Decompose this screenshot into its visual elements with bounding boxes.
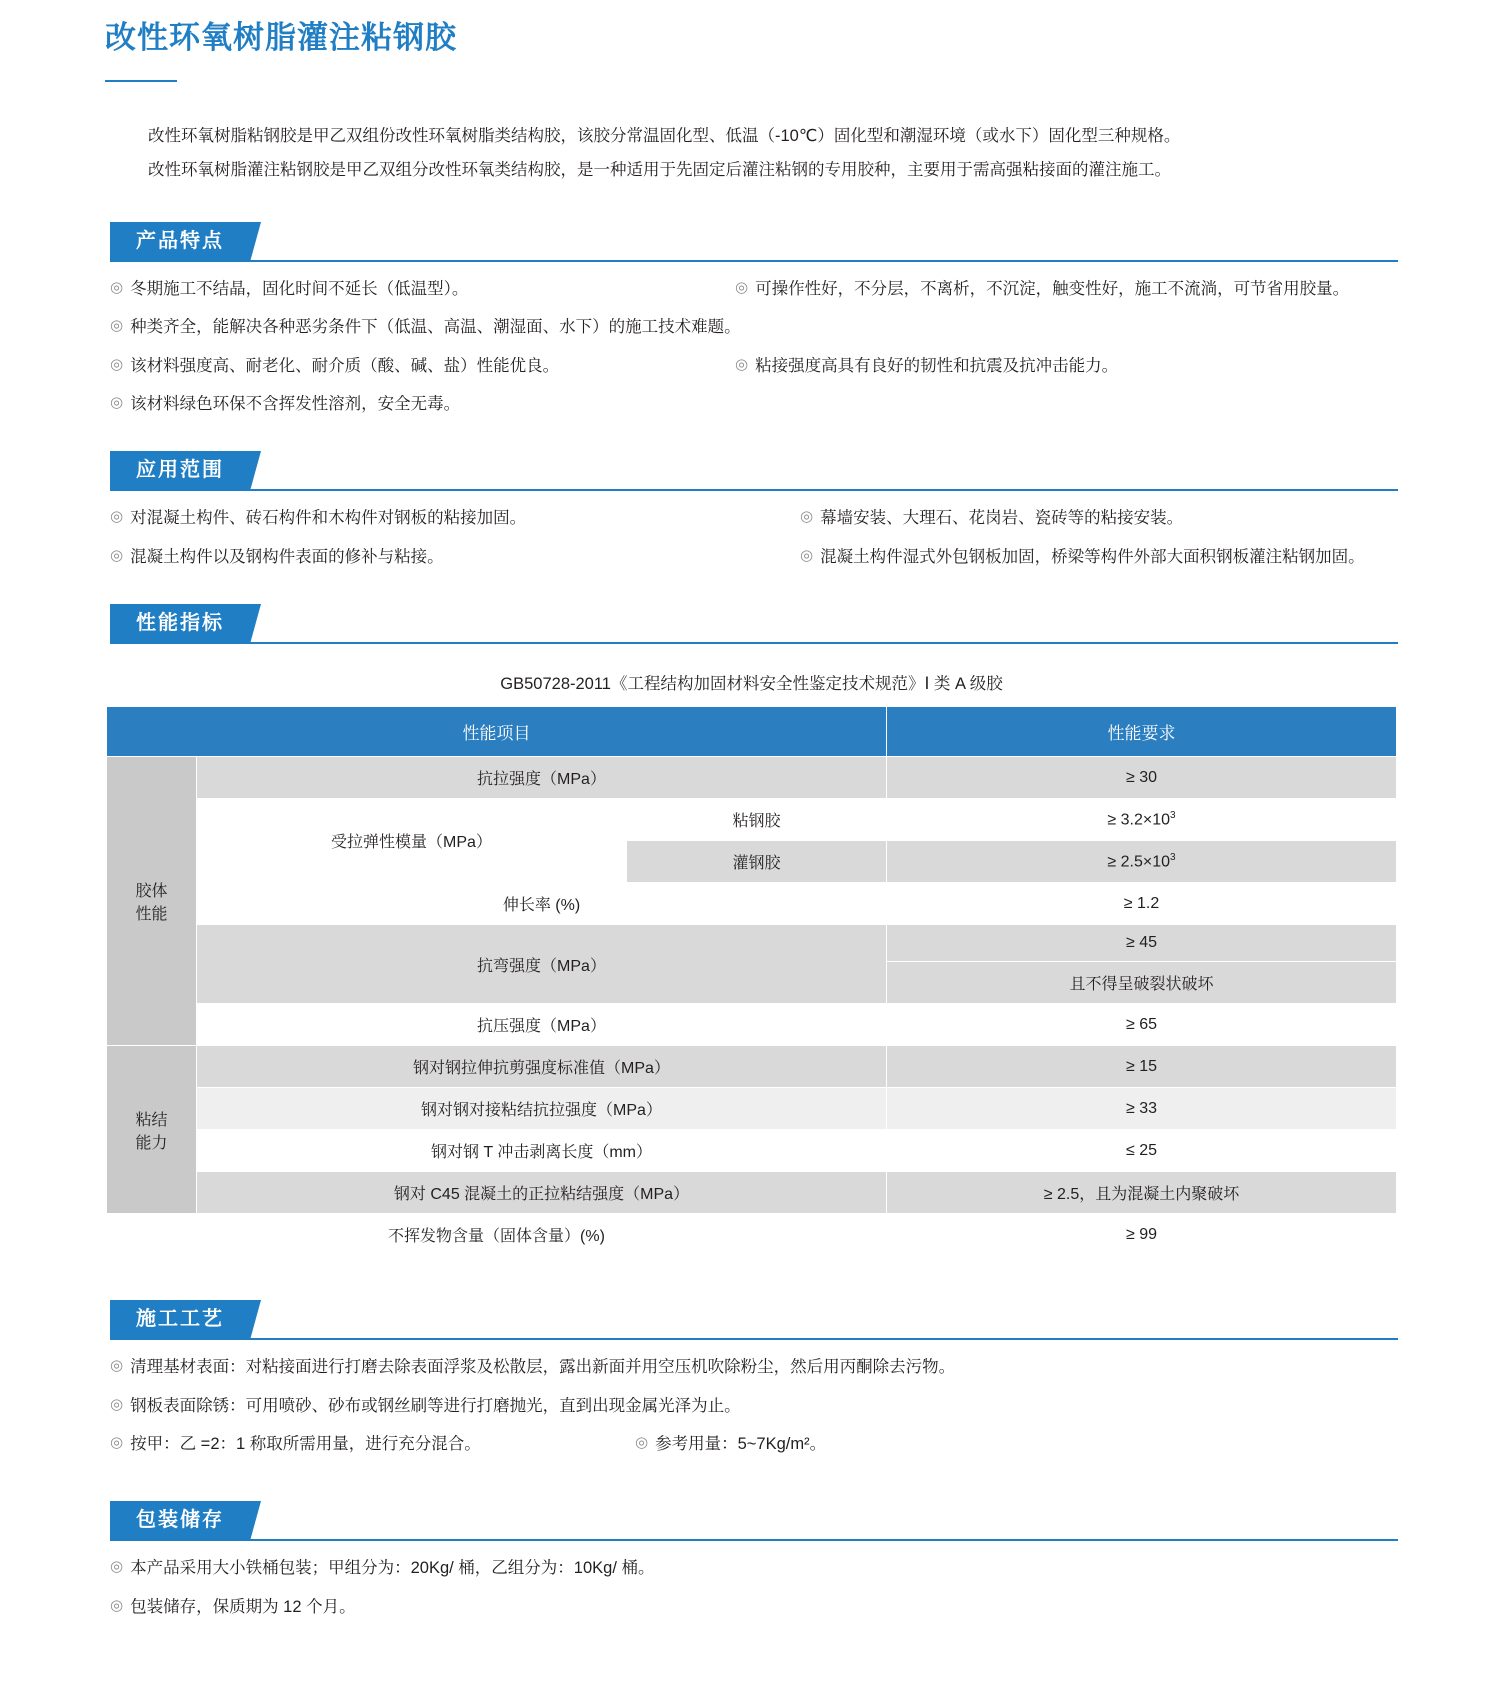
cell-subitem: 灌钢胶: [627, 841, 887, 883]
circle-bullet-icon: ◎: [800, 546, 814, 564]
cell-item: 钢对 C45 混凝土的正拉粘结强度（MPa）: [197, 1172, 887, 1214]
list-item: [110, 1555, 1398, 1581]
cell-item: 抗压强度（MPa）: [197, 1004, 887, 1046]
cell-value: ≥ 2.5，且为混凝土内聚破坏: [887, 1172, 1397, 1214]
list-item: [110, 505, 1398, 531]
group-label-colloid: 胶体 性能: [107, 757, 197, 1046]
bullet: [110, 1354, 955, 1380]
process-list: [0, 1340, 1503, 1457]
section-title-applications: 应用范围: [110, 451, 250, 491]
list-item: [110, 391, 1398, 417]
cell-value: 且不得呈破裂状破坏: [887, 962, 1397, 1004]
bullet: [110, 1555, 655, 1581]
cell-item: 受拉弹性模量（MPa）: [197, 799, 627, 883]
list-item: [110, 314, 1398, 340]
cell-item: 伸长率 (%): [197, 883, 887, 925]
bullet: [110, 1594, 356, 1620]
circle-bullet-icon: ◎: [110, 546, 124, 564]
section-header-process: [0, 1300, 1503, 1340]
bullet: [110, 1393, 741, 1419]
intro-line-1: 改性环氧树脂粘钢胶是甲乙双组份改性环氧树脂类结构胶，该胶分常温固化型、低温（-10℃）固化型和潮湿环境（或水下）固化型三种规格。: [148, 127, 1181, 146]
section-underline: [110, 1539, 1398, 1541]
list-item: [110, 1354, 1398, 1380]
cell-value: ≤ 25: [887, 1130, 1397, 1172]
table-row: [107, 1088, 1397, 1130]
bullet: [635, 1431, 826, 1457]
table-row: [107, 1214, 1397, 1256]
bullet: [110, 276, 735, 302]
cell-value: ≥ 65: [887, 1004, 1397, 1046]
section-process: [0, 1300, 1503, 1457]
bullet-text: 按甲：乙 =2：1 称取所需用量，进行充分混合。: [130, 1435, 481, 1454]
list-item: [110, 544, 1398, 570]
circle-bullet-icon: ◎: [110, 317, 124, 335]
cell-value: ≥ 99: [887, 1214, 1397, 1256]
cell-value: ≥ 30: [887, 757, 1397, 799]
section-applications: [0, 451, 1503, 570]
cell-item: 钢对钢拉伸抗剪强度标准值（MPa）: [197, 1046, 887, 1088]
cell-item: 不挥发物含量（固体含量）(%): [107, 1214, 887, 1256]
bullet-text: 本产品采用大小铁桶包装；甲组分为：20Kg/ 桶，乙组分为：10Kg/ 桶。: [130, 1559, 655, 1578]
table-row: [107, 799, 1397, 841]
table-row: [107, 1172, 1397, 1214]
cell-value: ≥ 15: [887, 1046, 1397, 1088]
bullet: [735, 353, 1118, 379]
section-packaging: [0, 1501, 1503, 1620]
bullet: [110, 391, 460, 417]
bullet-text: 该材料强度高、耐老化、耐介质（酸、碱、盐）性能优良。: [130, 356, 560, 375]
features-list: [0, 262, 1503, 418]
bullet: [110, 505, 800, 531]
cell-value: ≥ 45: [887, 925, 1397, 962]
cell-value: ≥ 1.2: [887, 883, 1397, 925]
table-row: [107, 925, 1397, 962]
circle-bullet-icon: ◎: [110, 1357, 124, 1375]
page-bottom-spacer: [0, 1632, 1503, 1656]
bullet: [800, 544, 1365, 570]
section-title-performance: 性能指标: [110, 604, 250, 644]
packaging-list: [0, 1541, 1503, 1620]
intro-paragraphs: [0, 120, 1503, 188]
circle-bullet-icon: ◎: [110, 1395, 124, 1413]
title-divider: [105, 80, 177, 82]
section-title-packaging: 包装储存: [110, 1501, 250, 1541]
section-underline: [110, 489, 1398, 491]
table-row: [107, 1004, 1397, 1046]
section-title-process: 施工工艺: [110, 1300, 250, 1340]
cell-item: 钢对钢对接粘结抗拉强度（MPa）: [197, 1088, 887, 1130]
circle-bullet-icon: ◎: [110, 394, 124, 412]
list-item: [110, 276, 1398, 302]
bullet-text: 清理基材表面：对粘接面进行打磨去除表面浮浆及松散层，露出新面并用空压机吹除粉尘，然后用丙酮除去污物。: [130, 1358, 956, 1377]
cell-value: ≥ $2.5\times 10^3$: [887, 841, 1397, 883]
bullet: [735, 276, 1349, 302]
section-header-applications: [0, 451, 1503, 491]
section-header-packaging: [0, 1501, 1503, 1541]
table-col-header-item: 性能项目: [107, 707, 887, 757]
bullet-text: 参考用量：5~7Kg/m²。: [655, 1435, 827, 1454]
section-title-features: 产品特点: [110, 222, 250, 262]
section-underline: [110, 642, 1398, 644]
performance-table: [106, 706, 1397, 1256]
bullet-text: 粘接强度高具有良好的韧性和抗震及抗冲击能力。: [755, 356, 1119, 375]
table-row: [107, 1046, 1397, 1088]
intro-line-2: 改性环氧树脂灌注粘钢胶是甲乙双组分改性环氧类结构胶，是一种适用于先固定后灌注粘钢的专用胶种，主要用于需高强粘接面的灌注施工。: [148, 161, 1171, 180]
section-underline: [110, 1338, 1398, 1340]
circle-bullet-icon: ◎: [735, 355, 749, 373]
cell-item: 抗拉强度（MPa）: [197, 757, 887, 799]
cell-item: 钢对钢 T 冲击剥离长度（mm）: [197, 1130, 887, 1172]
bullet-text: 种类齐全，能解决各种恶劣条件下（低温、高温、潮湿面、水下）的施工技术难题。: [130, 318, 741, 337]
section-header-features: [0, 222, 1503, 262]
bullet-text: 该材料绿色环保不含挥发性溶剂，安全无毒。: [130, 395, 461, 414]
circle-bullet-icon: ◎: [110, 508, 124, 526]
page-title: 改性环氧树脂灌注粘钢胶: [105, 20, 457, 55]
section-underline: [110, 260, 1398, 262]
circle-bullet-icon: ◎: [110, 1558, 124, 1576]
bullet-text: 混凝土构件以及钢构件表面的修补与粘接。: [130, 547, 444, 566]
table-header-row: [107, 707, 1397, 757]
cell-item: 抗弯强度（MPa）: [197, 925, 887, 1004]
bullet-text: 幕墙安装、大理石、花岗岩、瓷砖等的粘接安装。: [820, 509, 1184, 528]
circle-bullet-icon: ◎: [110, 1434, 124, 1452]
bullet: [110, 353, 735, 379]
bullet-text: 钢板表面除锈：可用喷砂、砂布或钢丝刷等进行打磨抛光，直到出现金属光泽为止。: [130, 1396, 741, 1415]
list-item: [110, 1594, 1398, 1620]
bullet-text: 可操作性好，不分层，不离析，不沉淀，触变性好，施工不流淌，可节省用胶量。: [755, 279, 1350, 298]
table-row: [107, 1130, 1397, 1172]
section-header-performance: [0, 604, 1503, 644]
bullet: [110, 314, 741, 340]
bullet: [110, 544, 800, 570]
bullet-text: 混凝土构件湿式外包钢板加固，桥梁等构件外部大面积钢板灌注粘钢加固。: [820, 547, 1365, 566]
table-caption: GB50728-2011《工程结构加固材料安全性鉴定技术规范》Ⅰ 类 A 级胶: [500, 675, 1003, 694]
circle-bullet-icon: ◎: [635, 1434, 649, 1452]
cell-value: ≥ $3.2\times 10^3$: [887, 799, 1397, 841]
section-features: [0, 222, 1503, 418]
bullet: [110, 1431, 635, 1457]
list-item: [110, 1393, 1398, 1419]
circle-bullet-icon: ◎: [110, 278, 124, 296]
table-col-header-value: 性能要求: [887, 707, 1397, 757]
bullet: [800, 505, 1183, 531]
list-item: [110, 1431, 1398, 1457]
cell-subitem: 粘钢胶: [627, 799, 887, 841]
cell-value: ≥ 33: [887, 1088, 1397, 1130]
bullet-text: 包装储存，保质期为 12 个月。: [130, 1597, 356, 1616]
applications-list: [0, 491, 1503, 570]
table-row: [107, 757, 1397, 799]
list-item: [110, 353, 1398, 379]
circle-bullet-icon: ◎: [110, 355, 124, 373]
bullet-text: 冬期施工不结晶，固化时间不延长（低温型）。: [130, 279, 469, 298]
title-block: [0, 0, 1503, 82]
section-performance: [0, 604, 1503, 1256]
group-label-bonding: 粘结 能力: [107, 1046, 197, 1214]
circle-bullet-icon: ◎: [110, 1596, 124, 1614]
circle-bullet-icon: ◎: [735, 278, 749, 296]
table-row: [107, 883, 1397, 925]
circle-bullet-icon: ◎: [800, 508, 814, 526]
bullet-text: 对混凝土构件、砖石构件和木构件对钢板的粘接加固。: [130, 509, 527, 528]
